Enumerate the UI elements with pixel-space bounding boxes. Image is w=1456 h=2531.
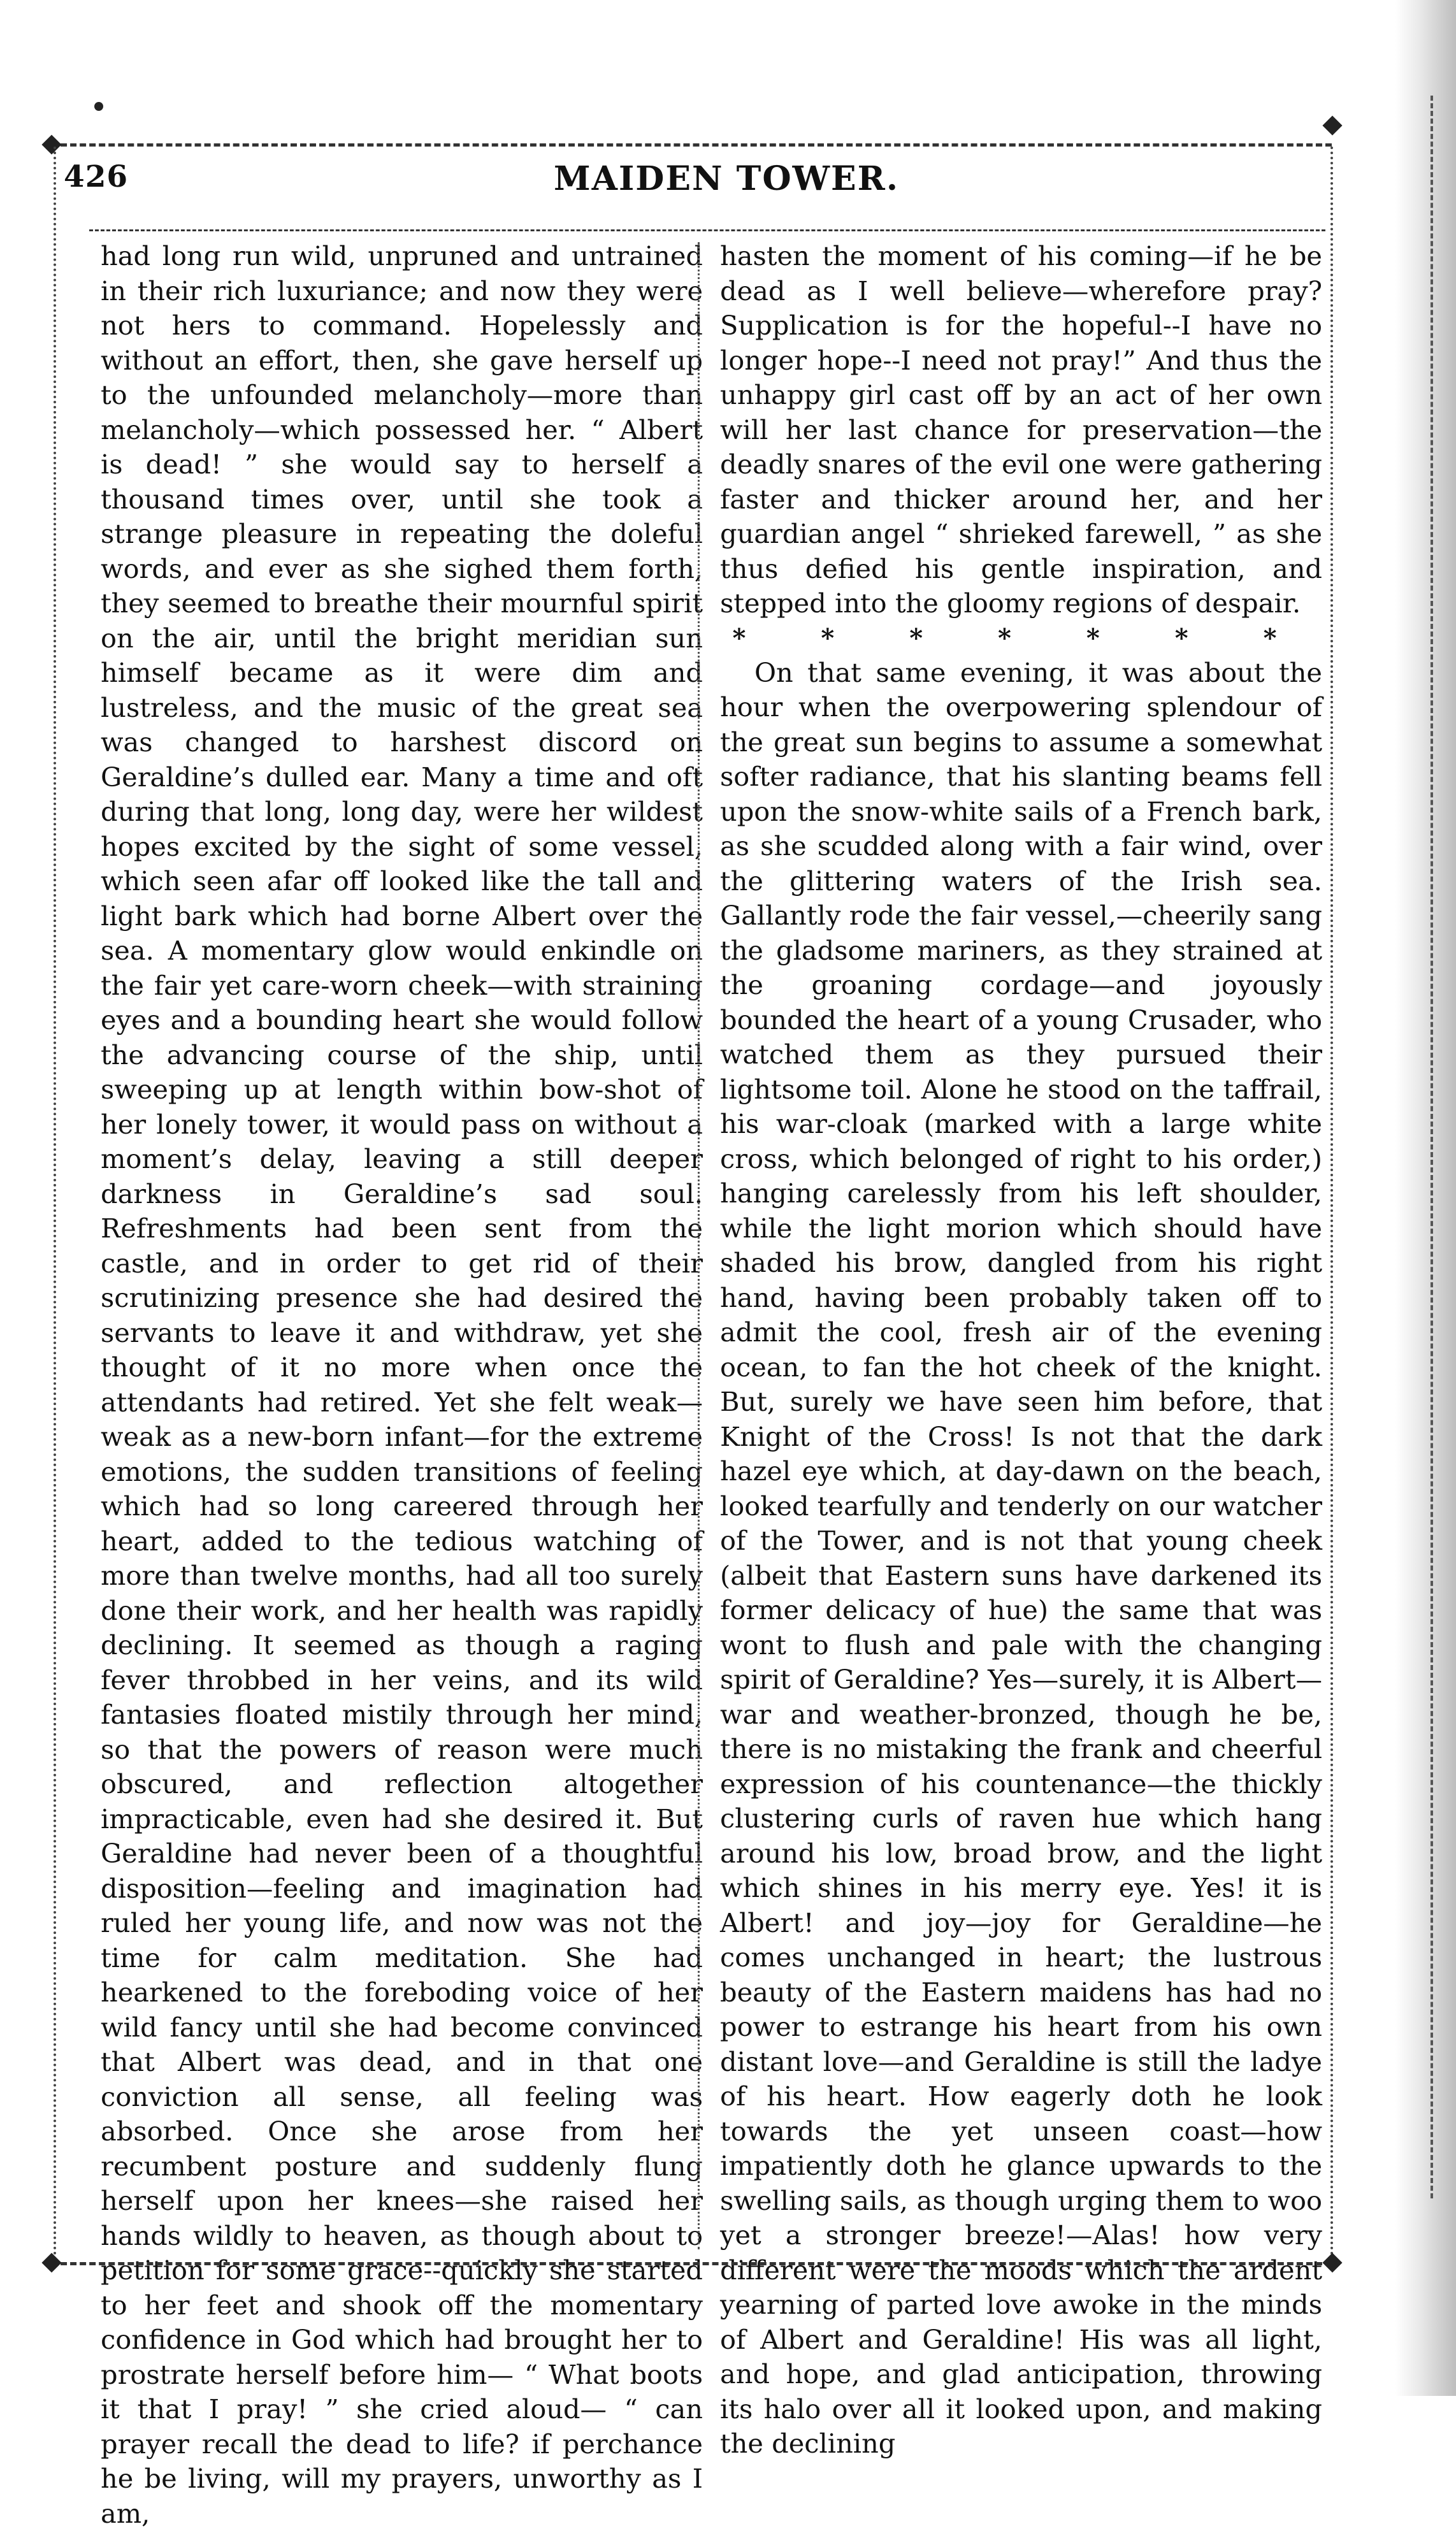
column-divider <box>698 242 700 2249</box>
page-number: 426 <box>64 159 129 194</box>
corner-ornament-icon <box>41 134 61 154</box>
printer-mark <box>94 102 103 111</box>
corner-ornament-icon <box>41 2253 61 2272</box>
left-border-rule <box>54 147 56 2262</box>
top-border-rule <box>51 143 1332 147</box>
corner-ornament-icon <box>1322 115 1342 135</box>
header-rule <box>89 229 1325 231</box>
running-title: MAIDEN TOWER. <box>554 159 899 198</box>
right-column <box>720 239 1322 2462</box>
right-border-rule <box>1330 147 1333 2262</box>
binding-edge-mark <box>1431 96 1445 2198</box>
left-column-paragraph: had long run wild, unpruned and untrained in their rich luxuriance; and now they were not hers to command. Hopelessly and without an effort, then, she gave herself up to the unfounded melancholy—more than melancholy—which possessed her. “ Albert is dead! ” she would say to herself a thousand times over, until she took a strange pleasure in repeating the doleful words, and ever as she sighed them forth, they seemed to breathe their mournful spirit on the air, until the bright meridian sun himself became as it were dim and lustreless, and the music of the great sea was changed to harshest discord on Geraldine’s dulled ear. Many a time and oft during that long, long day, were her wildest hopes excited by the sight of some vessel, which seen afar off looked like the tall and light bark which had borne Albert over the sea. A momentary glow would enkindle on the fair yet care-worn cheek—with straining eyes and a bounding heart she would follow the advancing course of the ship, until sweeping up at length within bow-shot of her lonely tower, it would pass on without a moment’s delay, leaving a still deeper darkness in Geraldine’s sad soul. Refreshments had been sent from the castle, and in order to get rid of their scrutinizing presence she had desired the servants to leave it and withdraw, yet she thought of it no more when once the attendants had retired. Yet she felt weak—weak as a new-born infant—for the extreme emotions, the sudden transitions of feeling which had so long careered through her heart, added to the tedious watching of more than twelve months, had all too surely done their work, and her health was rapidly declining. It seemed as though a raging fever throbbed in her veins, and its wild fantasies floated mistily through her mind, so that the powers of reason were much obscured, and reflection altogether impracticable, even had she desired it. But Geraldine had never been of a thoughtful disposition—feeling and imagination had ruled her young life, and now was not the time for calm meditation. She had hearkened to the foreboding voice of her wild fancy until she had become convinced that Albert was dead, and in that one conviction all sense, all feeling was absorbed. Once she arose from her recumbent posture and suddenly flung herself upon her knees—she raised her hands wildly to heaven, as though about to petition for some grace--quickly she started to her feet and shook off the momentary confidence in God which had brought her to prostrate herself before him— “ What boots it that I pray! ” she cried aloud— “ can prayer recall the dead to life? if perchance he be living, will my prayers, unworthy as I am, <box>101 240 703 2529</box>
section-separator: * * * * * * * <box>732 623 1310 653</box>
bottom-border-rule <box>51 2262 1332 2265</box>
right-column-paragraph-2: On that same evening, it was about the hour when the overpowering splendour of the great sun begins to assume a somewhat softer radiance, that his slanting beams fell upon the snow-white sails of a French bark, as she scudded along with a fair wind, over the glittering waters of the Irish sea. Gallantly rode the fair vessel,—cheerily sang the gladsome mariners, as they strained at the groaning cordage—and joyously bounded the heart of a young Crusader, who watched them as they pursued their lightsome toil. Alone he stood on the taffrail, his war-cloak (marked with a large white cross, which belonged of right to his order,) hanging carelessly from his left shoulder, while the light morion which should have shaded his brow, dangled from his right hand, having been probably taken off to admit the cool, fresh air of the evening ocean, to fan the hot cheek of the knight. But, surely we have seen him before, that Knight of the Cross! Is not that the dark hazel eye which, at day-dawn on the beach, looked tearfully and tenderly on our watcher of the Tower, and is not that young cheek (albeit that Eastern suns have darkened its former delicacy of hue) the same that was wont to flush and pale with the changing spirit of Geraldine? Yes—surely, it is Albert—war and weather-bronzed, though he be, there is no mistaking the frank and cheerful expression of his countenance—the thickly clustering curls of raven hue which hang around his low, broad brow, and the light which shines in his merry eye. Yes! it is Albert! and joy—joy for Geraldine—he comes unchanged in heart; the lustrous beauty of the Eastern maidens has had no power to estrange his heart from his own distant love—and Geraldine is still the ladye of his heart. How eagerly doth he look towards the yet unseen coast—how impatiently doth he glance upwards to the swelling sails, as though urging them to woo yet a stronger breeze!—Alas! how very different were the moods which the ardent yearning of parted love awoke in the minds of Albert and Geraldine! His was all light, and hope, and glad anticipation, throwing its halo over all it looked upon, and making the declining <box>720 656 1322 2459</box>
left-column <box>101 239 703 2531</box>
right-column-paragraph-1: hasten the moment of his coming—if he be dead as I well believe—wherefore pray? Supplication is for the hopeful--I have no longer hope--I need not pray!” And thus the unhappy girl cast off by an act of her own will her last chance for preservation—the deadly snares of the evil one were gathering faster and thicker around her, and her guardian angel “ shrieked farewell, ” as she thus defied his gentle inspiration, and stepped into the gloomy regions of despair. <box>720 240 1322 619</box>
corner-ornament-icon <box>1322 2253 1342 2272</box>
page-edge-shadow <box>1395 0 1456 2396</box>
